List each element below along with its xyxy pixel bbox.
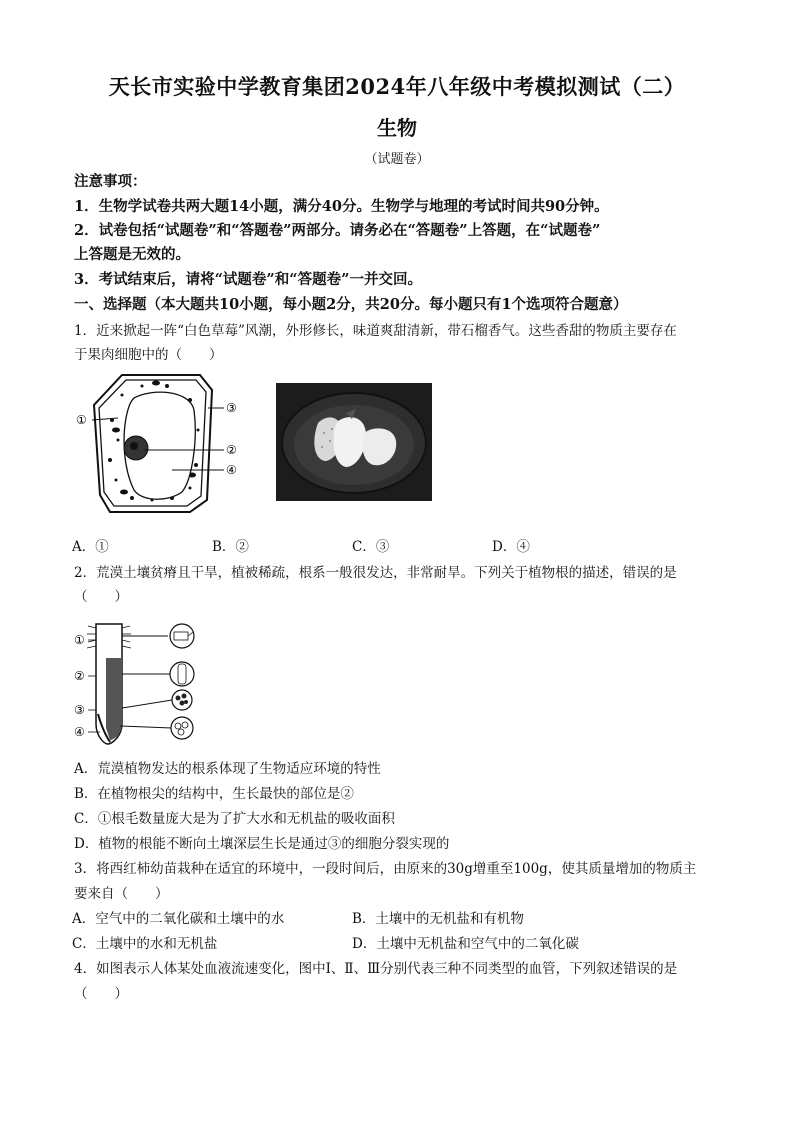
root-label-2: ② <box>74 669 85 683</box>
root-tip-diagram <box>72 618 202 748</box>
q4-stem-line: （ ） <box>74 986 128 1002</box>
q3-option-a: A．空气中的二氧化碳和土壤中的水 <box>72 911 285 927</box>
q1-option-b: B．② <box>212 539 249 555</box>
root-label-1: ① <box>74 633 85 647</box>
plant-cell-diagram <box>72 370 252 520</box>
q3-stem-line: 3．将西红柿幼苗栽种在适宜的环境中，一段时间后，由原来的30g增重至100g，使其质量增加的物质主 <box>74 861 697 877</box>
q1-option-a: A．① <box>72 539 109 555</box>
cell-label-2: ② <box>226 443 237 457</box>
q3-option-d: D．土壤中无机盐和空气中的二氧化碳 <box>352 936 579 952</box>
paper-type: （试题卷） <box>364 152 430 167</box>
section-heading: 一、选择题（本大题共10小题，每小题2分，共20分。每小题只有1个选项符合题意） <box>74 296 628 313</box>
q2-option-d: D．植物的根能不断向土壤深层生长是通过③的细胞分裂实现的 <box>74 836 450 852</box>
q3-option-c: C．土壤中的水和无机盐 <box>72 936 218 952</box>
notice-item: 上答题是无效的。 <box>74 246 190 263</box>
notice-item: 2．试卷包括“试题卷”和“答题卷”两部分。请务必在“答题卷”上答题，在“试题卷” <box>74 222 601 239</box>
q2-stem-line: （ ） <box>74 589 128 605</box>
notice-item: 3．考试结束后，请将“试题卷”和“答题卷”一并交回。 <box>74 271 422 288</box>
q4-stem-line: 4．如图表示人体某处血液流速变化，图中Ⅰ、Ⅱ、Ⅲ分别代表三种不同类型的血管，下列叙述错误的是 <box>74 961 678 977</box>
root-label-4: ④ <box>74 725 85 739</box>
q1-stem-line: 于果肉细胞中的（ ） <box>74 347 223 363</box>
q3-option-b: B．土壤中的无机盐和有机物 <box>352 911 524 927</box>
notice-heading: 注意事项： <box>74 173 147 190</box>
white-strawberry-photo <box>276 383 432 501</box>
q2-option-b: B．在植物根尖的结构中，生长最快的部位是② <box>74 786 354 802</box>
root-label-3: ③ <box>74 703 85 717</box>
q2-stem-line: 2．荒漠土壤贫瘠且干旱，植被稀疏，根系一般很发达，非常耐旱。下列关于植物根的描述，错误的是 <box>74 565 677 581</box>
cell-label-4: ④ <box>226 463 237 477</box>
q2-option-a: A．荒漠植物发达的根系体现了生物适应环境的特性 <box>74 761 381 777</box>
notice-item: 1．生物学试卷共两大题14小题，满分40分。生物学与地理的考试时间共90分钟。 <box>74 198 609 215</box>
cell-label-1: ① <box>76 413 87 427</box>
q2-option-c: C．①根毛数量庞大是为了扩大水和无机盐的吸收面积 <box>74 811 395 827</box>
subject-title: 生物 <box>377 116 417 140</box>
cell-label-3: ③ <box>226 401 237 415</box>
page-title: 天长市实验中学教育集团2024年八年级中考模拟测试（二） <box>108 74 686 99</box>
q1-option-c: C．③ <box>352 539 390 555</box>
q1-option-d: D．④ <box>492 539 530 555</box>
q3-stem-line: 要来自（ ） <box>74 886 169 902</box>
q1-stem-line: 1．近来掀起一阵“白色草莓”风潮，外形修长，味道爽甜清新，带石榴香气。这些香甜的物质主要存在 <box>74 323 677 339</box>
